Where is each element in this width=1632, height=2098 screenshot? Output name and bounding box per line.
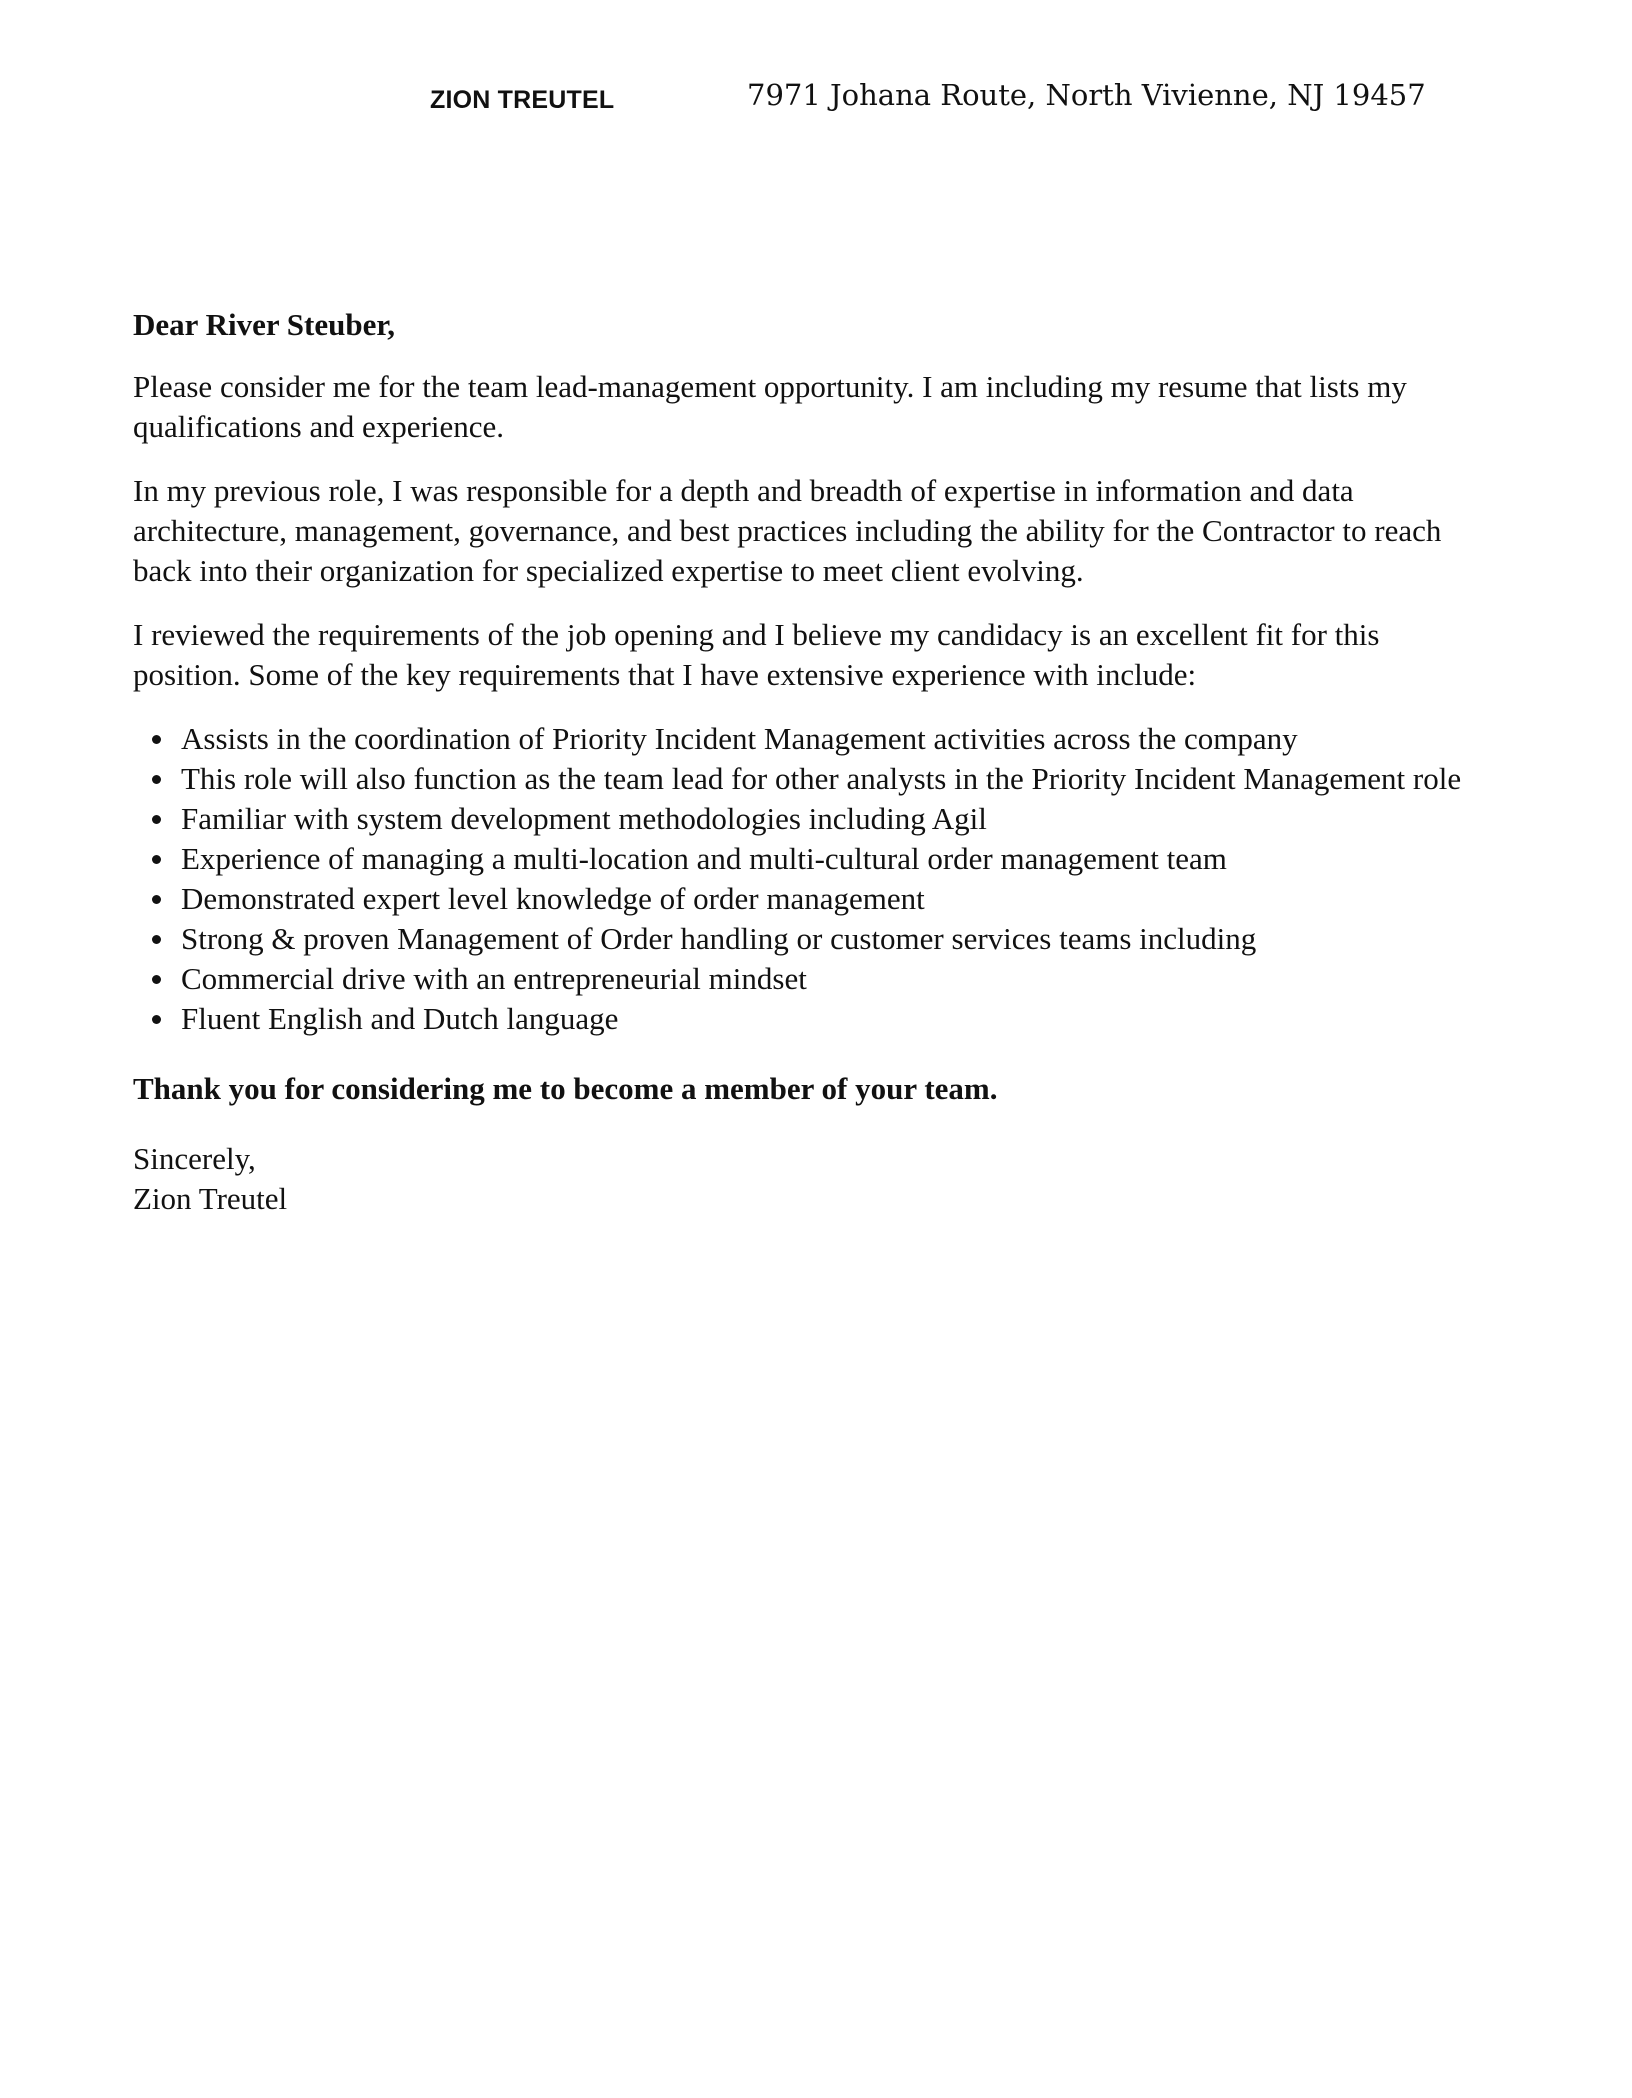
bullet-icon [152,855,161,864]
bullet-icon [152,895,161,904]
list-item [133,839,1493,879]
paragraph-intro: Please consider me for the team lead-management opportunity. I am including my resume that lists my qualifications and experience. [133,369,1407,444]
sender-address: 7971 Johana Route, North Vivienne, NJ 19457 [747,78,1426,112]
signoff: Sincerely, [133,1141,256,1176]
list-item-text: Commercial drive with an entrepreneurial mindset [181,961,807,996]
letter-header [0,78,1632,128]
list-item [133,879,1493,919]
letter-body [133,305,1493,1219]
list-item [133,999,1493,1039]
paragraph-previous-role: In my previous role, I was responsible for a depth and breadth of expertise in information and data architecture, management, governance, and best practices including the ability for the Contractor to reach back into their organization for specialized expertise to meet client evolving. [133,473,1442,588]
bullet-icon [152,815,161,824]
list-item-text: This role will also function as the team lead for other analysts in the Priority Incident Management role [181,761,1462,796]
paragraph-requirements-intro: I reviewed the requirements of the job opening and I believe my candidacy is an excellent fit for this position. Some of the key requirements that I have extensive experience with include: [133,617,1380,692]
list-item-text: Familiar with system development methodologies including Agil [181,801,987,836]
list-item-text: Strong & proven Management of Order handling or customer services teams including [181,921,1257,956]
bullet-icon [152,775,161,784]
list-item-text: Assists in the coordination of Priority Incident Management activities across the company [181,721,1298,756]
list-item [133,799,1493,839]
signature-name: Zion Treutel [133,1181,288,1216]
list-item-text: Fluent English and Dutch language [181,1001,619,1036]
list-item [133,759,1493,799]
bullet-icon [152,735,161,744]
list-item [133,719,1493,759]
greeting: Dear River Steuber, [133,307,396,342]
bullet-icon [152,1015,161,1024]
sender-name: ZION TREUTEL [430,86,615,114]
closing-statement: Thank you for considering me to become a member of your team. [133,1071,998,1106]
list-item-text: Experience of managing a multi-location and multi-cultural order management team [181,841,1227,876]
list-item [133,919,1493,959]
list-item-text: Demonstrated expert level knowledge of order management [181,881,925,916]
bullet-icon [152,935,161,944]
requirements-list [133,719,1493,1039]
list-item [133,959,1493,999]
bullet-icon [152,975,161,984]
